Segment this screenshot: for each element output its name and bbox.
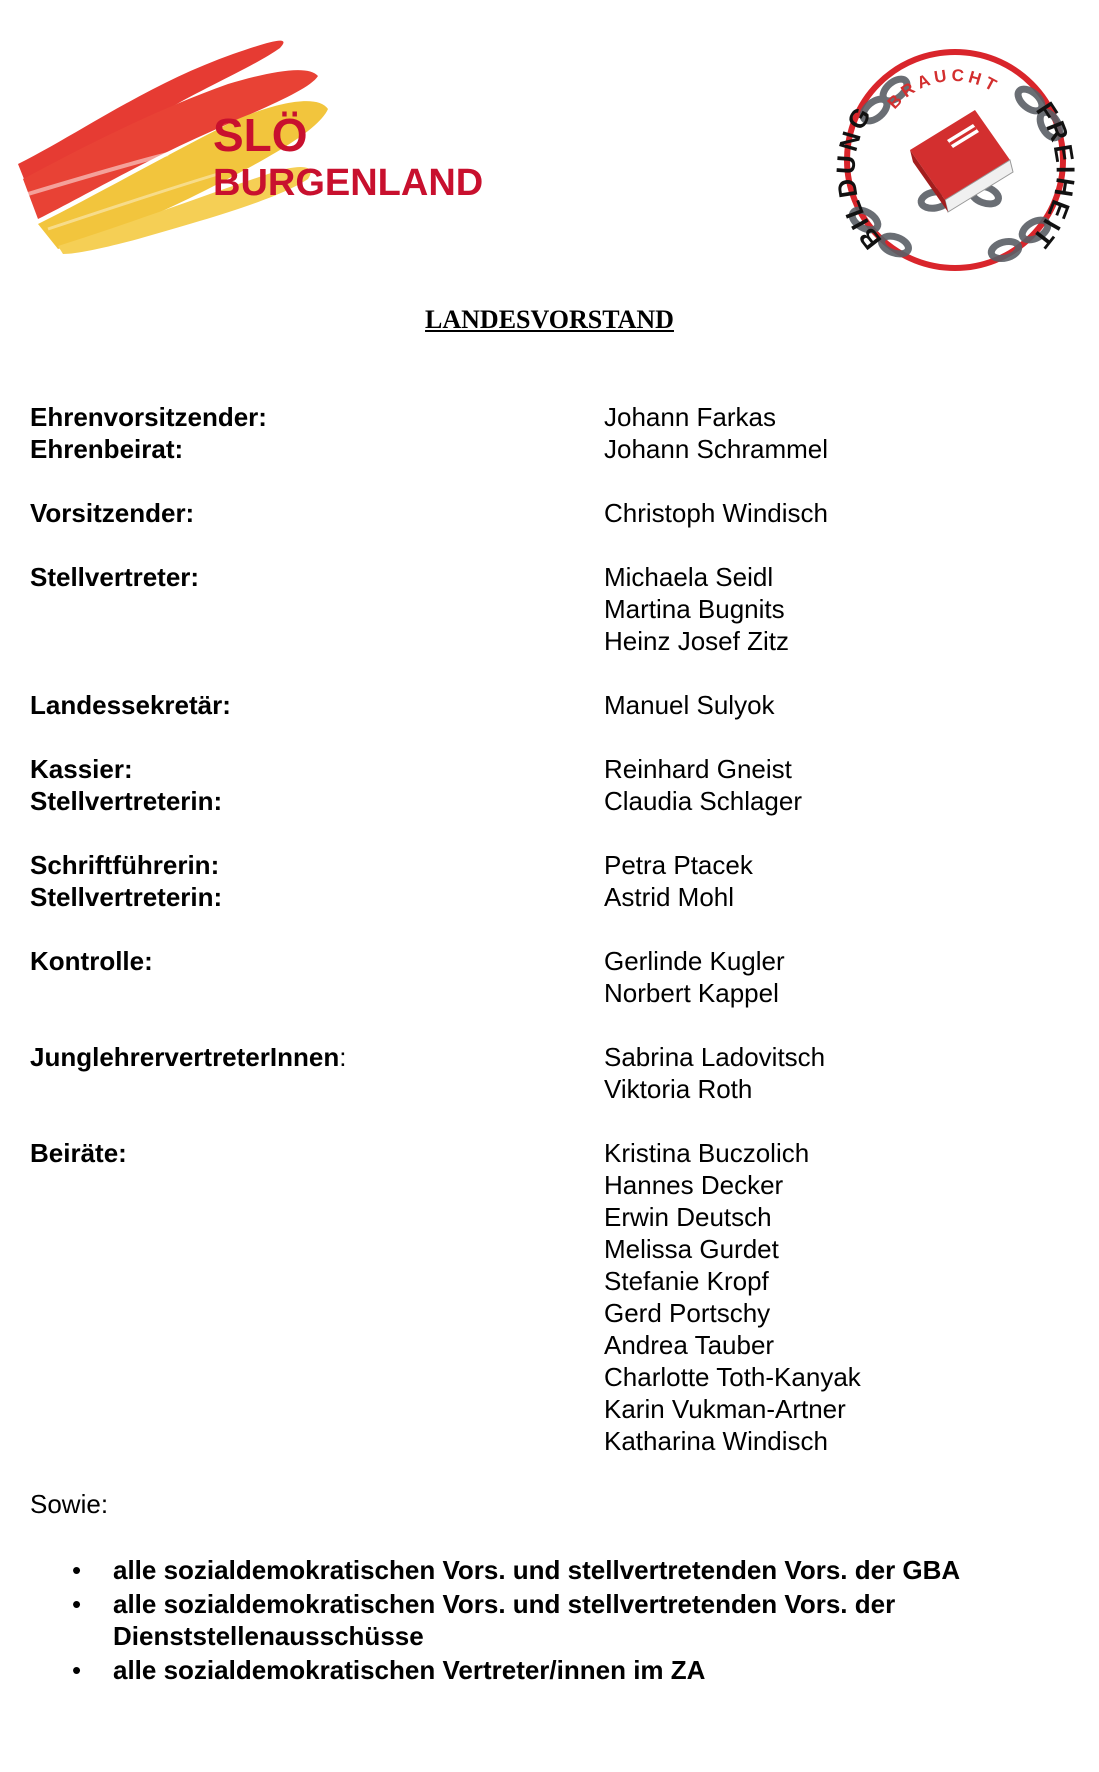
member-row bbox=[30, 945, 1070, 977]
additional-members-list bbox=[30, 1554, 1070, 1688]
member-name: Michaela Seidl bbox=[604, 562, 774, 592]
role-label bbox=[30, 1041, 604, 1073]
member-row bbox=[30, 849, 1070, 881]
member-group bbox=[30, 401, 1070, 465]
member-name: Andrea Tauber bbox=[604, 1330, 775, 1360]
role-label bbox=[30, 1297, 604, 1329]
bullet-item bbox=[30, 1654, 1070, 1686]
member-name: Claudia Schlager bbox=[604, 786, 803, 816]
sowie-label: Sowie: bbox=[30, 1489, 109, 1519]
role-label bbox=[30, 1201, 604, 1233]
role-label-suffix: : bbox=[339, 1042, 347, 1072]
board-members-list bbox=[30, 401, 1070, 1489]
bullet-text: alle sozialdemokratischen Vors. und stellvertretenden Vors. der Dienststellenausschüsse bbox=[113, 1589, 896, 1651]
role-label bbox=[30, 1169, 604, 1201]
member-group bbox=[30, 945, 1070, 1009]
role-label bbox=[30, 785, 604, 817]
bullet-text: alle sozialdemokratischen Vertreter/innen im ZA bbox=[113, 1655, 706, 1685]
member-group bbox=[30, 849, 1070, 913]
member-group bbox=[30, 1041, 1070, 1105]
member-name: Hannes Decker bbox=[604, 1170, 784, 1200]
member-name: Melissa Gurdet bbox=[604, 1234, 779, 1264]
member-name: Manuel Sulyok bbox=[604, 690, 775, 720]
member-row bbox=[30, 1073, 1070, 1105]
role-label bbox=[30, 625, 604, 657]
role-label bbox=[30, 497, 604, 529]
member-group bbox=[30, 1137, 1070, 1457]
role-label bbox=[30, 433, 604, 465]
member-name: Christoph Windisch bbox=[604, 498, 828, 528]
member-name: Gerlinde Kugler bbox=[604, 946, 785, 976]
member-name: Kristina Buczolich bbox=[604, 1138, 810, 1168]
member-row bbox=[30, 593, 1070, 625]
member-name: Petra Ptacek bbox=[604, 850, 753, 880]
member-row bbox=[30, 881, 1070, 913]
role-label bbox=[30, 593, 604, 625]
logo-subtitle: BURGENLAND bbox=[213, 162, 484, 204]
role-label-text: Landessekretär: bbox=[30, 690, 231, 720]
member-row bbox=[30, 1329, 1070, 1361]
bullet-item bbox=[30, 1588, 1070, 1652]
role-label bbox=[30, 1361, 604, 1393]
member-row bbox=[30, 433, 1070, 465]
member-name: Charlotte Toth-Kanyak bbox=[604, 1362, 861, 1392]
page-title: LANDESVORSTAND bbox=[425, 305, 674, 334]
member-group bbox=[30, 561, 1070, 657]
member-name: Norbert Kappel bbox=[604, 978, 779, 1008]
role-label bbox=[30, 561, 604, 593]
member-row bbox=[30, 1361, 1070, 1393]
member-row bbox=[30, 1393, 1070, 1425]
logo-right-text: FR EIT bbox=[1024, 96, 1075, 256]
member-row bbox=[30, 753, 1070, 785]
role-label-text: Ehrenbeirat: bbox=[30, 434, 184, 464]
member-row bbox=[30, 1137, 1070, 1169]
role-label bbox=[30, 1425, 604, 1457]
member-name: Viktoria Roth bbox=[604, 1074, 753, 1104]
role-label-text: Stellvertreterin: bbox=[30, 786, 223, 816]
member-name: Karin Vukman-Artner bbox=[604, 1394, 846, 1424]
role-label-text: Stellvertreter: bbox=[30, 562, 200, 592]
member-name: Heinz Josef Zitz bbox=[604, 626, 789, 656]
role-label bbox=[30, 753, 604, 785]
role-label bbox=[30, 1073, 604, 1105]
role-label bbox=[30, 1233, 604, 1265]
logo-left-text: BIL NG bbox=[835, 99, 888, 256]
member-row bbox=[30, 1233, 1070, 1265]
role-label-text: Vorsitzender: bbox=[30, 498, 195, 528]
member-name: Johann Schrammel bbox=[604, 434, 828, 464]
role-label bbox=[30, 945, 604, 977]
role-label bbox=[30, 689, 604, 721]
member-row bbox=[30, 1425, 1070, 1457]
member-row bbox=[30, 1169, 1070, 1201]
bullet-text: alle sozialdemokratischen Vors. und stellvertretenden Vors. der GBA bbox=[113, 1555, 961, 1585]
role-label-text: JunglehrervertreterInnen bbox=[30, 1042, 340, 1072]
member-name: Martina Bugnits bbox=[604, 594, 785, 624]
role-label-text: Kassier: bbox=[30, 754, 133, 784]
bullet-icon: • bbox=[72, 1555, 82, 1585]
member-name: Reinhard Gneist bbox=[604, 754, 792, 784]
member-row bbox=[30, 1201, 1070, 1233]
role-label bbox=[30, 1329, 604, 1361]
slo-burgenland-logo bbox=[18, 14, 488, 264]
role-label bbox=[30, 1393, 604, 1425]
logo-title: SLÖ bbox=[213, 109, 308, 161]
role-label bbox=[30, 881, 604, 913]
bullet-icon: • bbox=[72, 1655, 82, 1685]
role-label-text: Beiräte: bbox=[30, 1138, 127, 1168]
member-row bbox=[30, 977, 1070, 1009]
member-name: Katharina Windisch bbox=[604, 1426, 828, 1456]
role-label-text: Ehrenvorsitzender: bbox=[30, 402, 267, 432]
member-row bbox=[30, 785, 1070, 817]
member-name: Astrid Mohl bbox=[604, 882, 735, 912]
member-row bbox=[30, 689, 1070, 721]
member-name: Erwin Deutsch bbox=[604, 1202, 772, 1232]
member-row bbox=[30, 1297, 1070, 1329]
logo-top-text: BRAUCHT bbox=[883, 65, 1004, 113]
member-group bbox=[30, 753, 1070, 817]
role-label bbox=[30, 1137, 604, 1169]
member-row bbox=[30, 1041, 1070, 1073]
role-label bbox=[30, 977, 604, 1009]
member-name: Johann Farkas bbox=[604, 402, 776, 432]
role-label-text: Kontrolle: bbox=[30, 946, 153, 976]
bullet-item bbox=[30, 1554, 1070, 1586]
role-label bbox=[30, 401, 604, 433]
member-group bbox=[30, 497, 1070, 529]
bullet-icon: • bbox=[72, 1589, 82, 1619]
member-group bbox=[30, 689, 1070, 721]
member-name: Sabrina Ladovitsch bbox=[604, 1042, 826, 1072]
member-row bbox=[30, 625, 1070, 657]
member-row bbox=[30, 1265, 1070, 1297]
role-label bbox=[30, 849, 604, 881]
member-row bbox=[30, 401, 1070, 433]
role-label bbox=[30, 1265, 604, 1297]
member-name: Gerd Portschy bbox=[604, 1298, 771, 1328]
member-row bbox=[30, 497, 1070, 529]
role-label-text: Schriftführerin: bbox=[30, 850, 220, 880]
member-row bbox=[30, 561, 1070, 593]
role-label-text: Stellvertreterin: bbox=[30, 882, 223, 912]
bildung-braucht-freiheit-logo bbox=[835, 40, 1075, 280]
member-name: Stefanie Kropf bbox=[604, 1266, 769, 1296]
